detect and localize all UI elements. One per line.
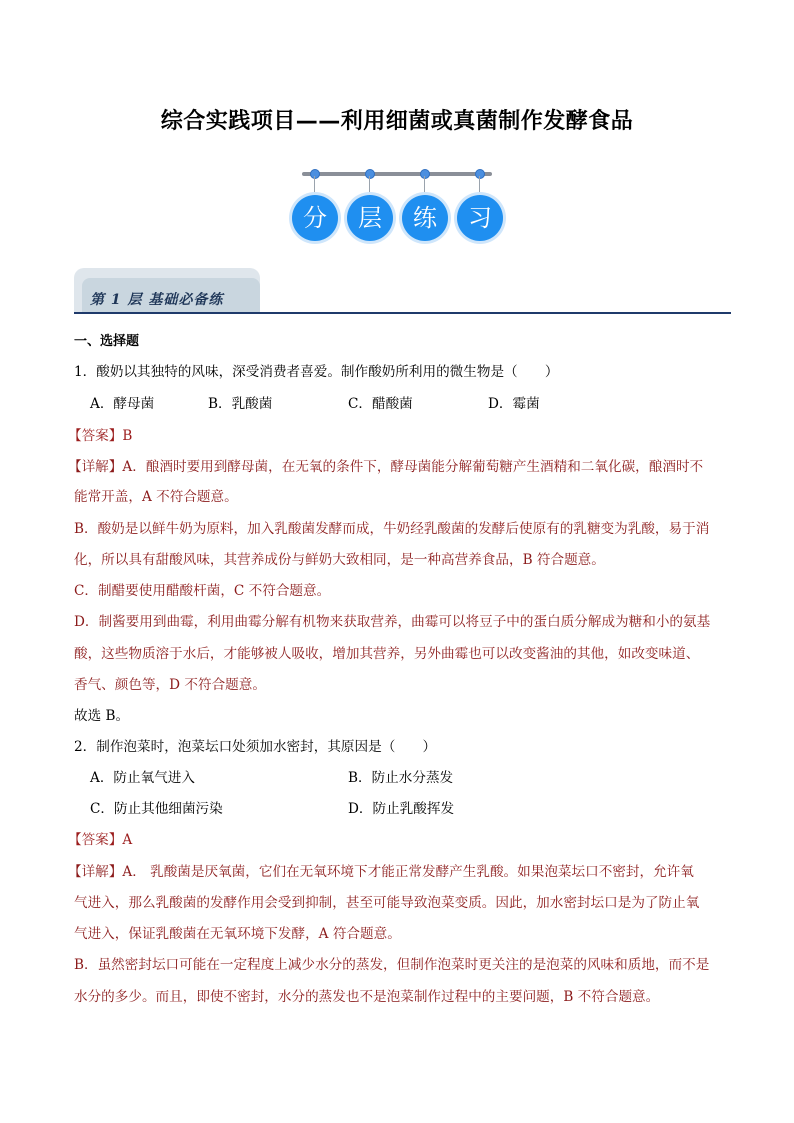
banner-pin xyxy=(475,169,485,179)
banner-wire xyxy=(314,176,315,196)
practice-banner xyxy=(290,168,502,248)
section-tab xyxy=(74,268,260,312)
banner-wire xyxy=(479,176,480,196)
question-1-analysis-line: C．制醋要使用醋酸杆菌，C 不符合题意。 xyxy=(74,583,331,599)
question-2-analysis-line: 【详解】A． 乳酸菌是厌氧菌，它们在无氧环境下才能正常发酵产生乳酸。如果泡菜坛口不密封，允许氧 xyxy=(68,864,694,880)
banner-pin xyxy=(310,169,320,179)
section-divider xyxy=(74,312,731,314)
question-1-stem: 1．酸奶以其独特的风味，深受消费者喜爱。制作酸奶所利用的微生物是（ ） xyxy=(74,364,559,380)
section-heading: 一、选择题 xyxy=(74,334,140,349)
banner-bar xyxy=(302,172,492,176)
question-1-answer: 【答案】B xyxy=(68,428,133,444)
banner-wire xyxy=(369,176,370,196)
question-1-analysis-line: 【详解】A．酿酒时要用到酵母菌，在无氧的条件下，酵母菌能分解葡萄糖产生酒精和二氧化碳，酿酒时不 xyxy=(68,459,704,475)
question-1-option: C．醋酸菌 xyxy=(348,396,413,412)
banner-wire xyxy=(424,176,425,196)
question-1-conclusion: 故选 B。 xyxy=(74,708,130,724)
question-2-stem: 2．制作泡菜时，泡菜坛口处须加水密封，其原因是（ ） xyxy=(74,739,437,755)
banner-char: 分 xyxy=(292,195,338,241)
section-tab-label: 第 1 层 基础必备练 xyxy=(90,292,224,308)
question-1-option: B．乳酸菌 xyxy=(208,396,273,412)
question-2-answer: 【答案】A xyxy=(68,832,133,848)
question-1-analysis-line: 化，所以具有甜酸风味，其营养成份与鲜奶大致相同，是一种高营养食品，B 符合题意。 xyxy=(74,552,605,568)
banner-char: 习 xyxy=(457,195,503,241)
question-1-analysis-line: D．制酱要用到曲霉，利用曲霉分解有机物来获取营养，曲霉可以将豆子中的蛋白质分解成为糖和小的氨基 xyxy=(74,614,711,630)
question-2-analysis-line: 气进入，保证乳酸菌在无氧环境下发酵，A 符合题意。 xyxy=(74,926,401,942)
question-1-option: D．霉菌 xyxy=(488,396,540,412)
question-2-analysis-line: B．虽然密封坛口可能在一定程度上减少水分的蒸发，但制作泡菜时更关注的是泡菜的风味和质地，而不是 xyxy=(74,957,710,973)
document-title: 综合实践项目——利用细菌或真菌制作发酵食品 xyxy=(160,109,634,134)
question-2-option: D．防止乳酸挥发 xyxy=(348,801,455,817)
banner-char: 层 xyxy=(347,195,393,241)
question-2-option: C．防止其他细菌污染 xyxy=(90,801,223,817)
question-2-analysis-line: 水分的多少。而且，即使不密封，水分的蒸发也不是泡菜制作过程中的主要问题，B 不符合题意。 xyxy=(74,989,660,1005)
question-1-analysis-line: B．酸奶是以鲜牛奶为原料，加入乳酸菌发酵而成，牛奶经乳酸菌的发酵后使原有的乳糖变为乳酸，易于消 xyxy=(74,521,710,537)
banner-pin xyxy=(420,169,430,179)
question-1-analysis-line: 能常开盖，A 不符合题意。 xyxy=(74,489,238,505)
banner-pin xyxy=(365,169,375,179)
banner-char: 练 xyxy=(402,195,448,241)
question-1-analysis-line: 香气、颜色等，D 不符合题意。 xyxy=(74,677,266,693)
question-2-option: A．防止氧气进入 xyxy=(90,770,195,786)
question-1-option: A．酵母菌 xyxy=(90,396,155,412)
question-2-analysis-line: 气进入，那么乳酸菌的发酵作用会受到抑制，甚至可能导致泡菜变质。因此，加水密封坛口是为了防止氧 xyxy=(74,895,700,911)
question-2-option: B．防止水分蒸发 xyxy=(348,770,454,786)
question-1-analysis-line: 酸，这些物质溶于水后，才能够被人吸收，增加其营养，另外曲霉也可以改变酱油的其他，如改变味道、 xyxy=(74,646,700,662)
